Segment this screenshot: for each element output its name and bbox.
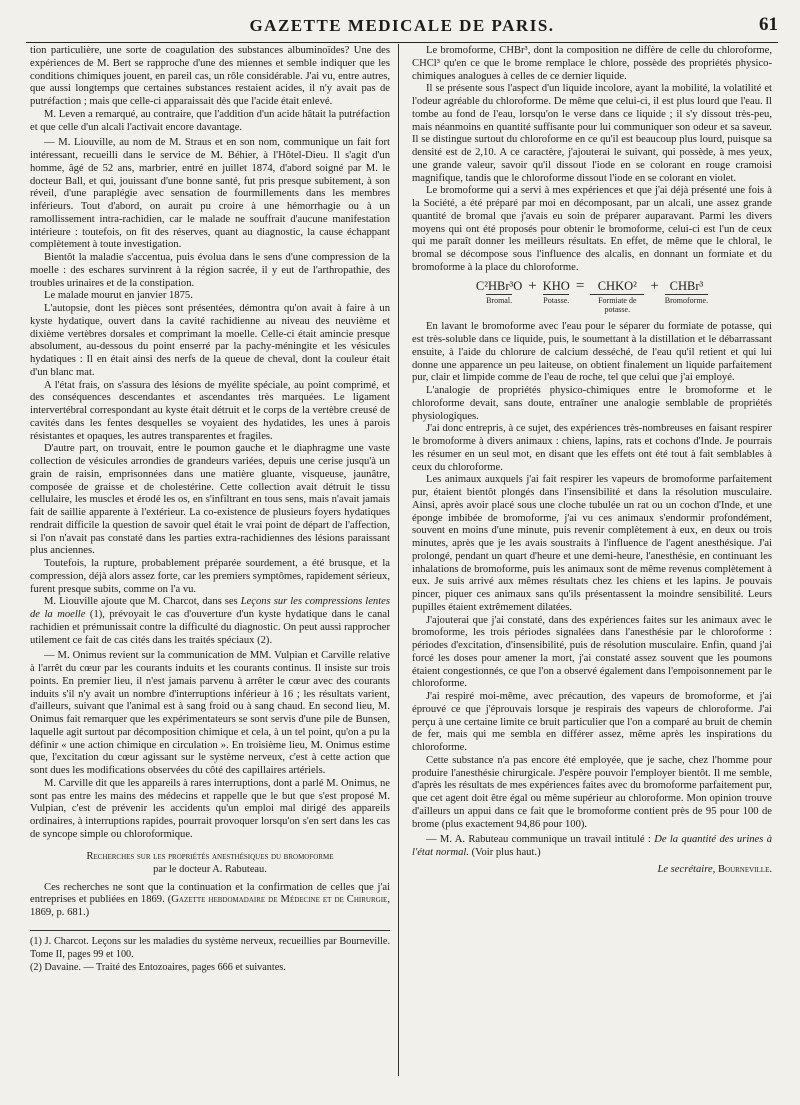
paragraph: L'analogie de propriétés physico-chimiques entre le bromoforme et le chloroforme devait, sans doute, entraîner une analogie semblable de propriétés physiologiques. (412, 385, 772, 422)
paragraph: Toutefois, la rupture, probablement préparée sourdement, a été brusque, et la compression, déjà alors assez forte, car les premiers symptômes, rapidement sérieux, furent presque subits, comme on l'a vu. (30, 558, 390, 595)
section-heading-author: par le docteur A. Rabuteau. (153, 863, 267, 875)
equation-term (543, 280, 570, 306)
paragraph: Les animaux auxquels j'ai fait respirer les vapeurs de bromoforme parfaitement pur, étaient bientôt plongés dans l'insensibilité et dans la résolution musculaire. Ainsi, après avoir placé sous une cloche tubulée un rat ou un cochon d'Inde, et une éponge imbibée de bromoforme, j'ai vu ces animaux s'endormir profondément, souvent en moins d'une minute, puis revenir complètement à eux, en deux ou trois minutes, après que je les avais soustraits à l'influence de l'agent anesthésique. J'ai prolongé, pendant un quart d'heure et une demi-heure, l'anesthésie, en continuant les inhalations de bromoforme, puis les animaux sont de même revenus complètement à eux. Je suis arrivé aux mêmes résultats chez les chiens et les lapins. Je pouvais pincer, piquer ces animaux sans qu'ils présentassent la moindre sensibilité. Leurs pupilles étaient extrêmement dilatées. (412, 474, 772, 613)
paragraph: Bientôt la maladie s'accentua, puis évolua dans le sens d'une compression de la moelle : des eschares survinrent à la région sacrée, il y eut de l'arthropathie, des troubles urinaires et de la constipation. (30, 252, 390, 289)
paragraph: L'autopsie, dont les pièces sont présentées, démontra qu'on avait à faire à un kyste hydatique, ouvert dans la cavité rachidienne au niveau des neuvième et dixième vertèbres dorsales et comprimant la moelle. Celle-ci était amincie presque absolument, au-dessous du point enserré par la pachy-méningite et les vésicules hydatiques : Il en était ainsi des nerfs de la queue de cheval, dont la couleur était d'un blanc mat. (30, 303, 390, 378)
formula-label: Bromal. (486, 296, 513, 306)
paragraph: En lavant le bromoforme avec l'eau pour le séparer du formiate de potasse, qui est très-soluble dans ce liquide, puis, le soumettant à la distillation et le débarrassant ensuite, à l'aide du chlorure de calcium desséché, de l'eau qu'il retient et qui lui donne une apparence un peu laiteuse, on obtient finalement un liquide parfaitement pur, clair et limpide comme de l'eau de roche, tel que celui que j'ai employé. (412, 321, 772, 384)
paragraph: Cette substance n'a pas encore été employée, que je sache, chez l'homme pour produire l'anesthésie chirurgicale. J'espère pouvoir l'employer bientôt. Il me semble, d'après les résultats de mes expériences faites avec du bromoforme parfaitement pur, que cet agent doit être égal ou même supérieur au chloroforme. Mon opinion trouve d'ailleurs un appui dans ce fait que le bromoforme contient près de 95 pour 100 de brome (plus exactement 94,86 pour 100). (412, 754, 772, 830)
formula-label: Bromoforme. (664, 296, 709, 306)
equation-term (665, 280, 708, 306)
footnote-rule (30, 930, 390, 931)
text: Ces recherches ne sont que la continuation et la confirmation de celles que j'ai entreprises et publiées en 1869. ( (30, 881, 390, 906)
work-title: De la quantité des urines à l'état normal. (412, 834, 772, 858)
page-number: 61 (759, 14, 778, 35)
footnote: (2) Davaine. — Traité des Entozoaires, pages 666 et suivantes. (30, 962, 286, 974)
paragraph: J'ai respiré moi-même, avec précaution, des vapeurs de bromoforme, et j'ai éprouvé ce que j'éprouvais lorsque je respirais des vapeurs de chloroforme. J'ai perçu à une certaine limite ce bruit particulier que l'on a comparé au bruit de chemin de fer, mais qui me sembla en différer assez, même après les inspirations du chloroforme. (412, 691, 772, 753)
text: (1), prévoyait le cas d'ouverture d'un kyste hydatique dans le canal rachidien et prémunissait contre la difficulté du diagnostic. On peut aussi rapprocher utilement ce fait de cas cités dans les traités spéciaux (2). (30, 609, 390, 646)
right-column (412, 45, 772, 877)
column-divider (398, 44, 399, 1076)
paragraph: Il se présente sous l'aspect d'un liquide incolore, ayant la mobilité, la volatilité et l'odeur agréable du chloroforme. De même que celui-ci, il est plus lourd que l'eau. Il tombe au fond de l'eau, lorsqu'on le verse dans ce liquide ; il s'y dissout très-peu, mais néanmoins en quantité suffisante pour lui communiquer son odeur et sa saveur. Il se distingue surtout du chloroforme en ce qu'il est beaucoup plus lourd, puisque sa densité est de 2,10. A ce caractère, j'ajouterai le suivant, qui possède, à mes yeux, une grande valeur, savoir qu'il dissout l'iode en se colorant en rouge cramoisi magnifique, tandis que le chloroforme dissout l'iode en se colorant en violet. (412, 83, 772, 184)
text: (Voir plus haut.) (469, 847, 541, 858)
paragraph (30, 596, 390, 647)
plus-sign: + (528, 277, 537, 294)
left-column (30, 45, 390, 976)
formula: CHKO² (597, 278, 637, 293)
paragraph: A l'état frais, on s'assura des lésions de myélite spéciale, au point comprimé, et des conséquences descendantes et ascendantes très marquées. Le ligament intervertébral correspondant au kyste était détruit et le corps de la vertèbre creusé de cavités dans les fentes desquelles se voyaient des hydatides, les unes à parois résistantes et opaques, les autres transparentes et fragiles. (30, 379, 390, 442)
paragraph (412, 834, 772, 860)
paragraph: Le bromoforme qui a servi à mes expériences et que j'ai déjà présenté une fois à la Société, a été préparé par moi en décomposant, par un alcali, une assez grande quantité de bromal que j'avais eu soin de préparer auparavant. Parmi les divers moyens qui ont été proposés pour obtenir le bromoforme, celui-ci est l'un de ceux qui me paraît donner les meilleurs résultats. En effet, de même que le chloral, le bromal se décompose sous l'influence des alcalis, en donnant un formiate et du bromoforme à la place du chloroforme. (412, 185, 772, 273)
text: — M. A. Rabuteau communique un travail intitulé : (426, 834, 655, 846)
equals-sign: = (575, 277, 585, 294)
signature-name: Bourneville. (717, 863, 772, 875)
footnote: (1) J. Charcot. Leçons sur les maladies du système nerveux, recueillies par Bourneville. Tome II, pages 99 et 100. (30, 935, 390, 960)
paragraph: Le bromoforme, CHBr³, dont la composition ne diffère de celle du chloroforme, CHCl³ qu'en ce que le brome remplace le chlore, possède des propriétés physico-chimiques analogues à celles de ce dernier liquide. (412, 45, 772, 82)
plus-sign: + (650, 277, 659, 294)
formula-label: Formiate de potasse. (590, 294, 644, 314)
text: , 1869, p. 681.) (30, 894, 390, 918)
signature-role: Le secrétaire, (657, 863, 716, 875)
formula-label: Potasse. (543, 296, 570, 306)
formula: CHBr³ (669, 278, 704, 293)
footnotes (30, 936, 390, 975)
book-title: Leçons sur les compressions lentes de la moelle (30, 596, 390, 620)
journal-title: GAZETTE MEDICALE DE PARIS. (249, 16, 555, 35)
paragraph: tion particulière, une sorte de coagulation des substances albuminoïdes? Une des expériences de M. Bert se rapproche d'une des miennes et semble indiquer que les conditions chimiques jouent, en pareil cas, un rôle considérable. J'ai vu, entre autres, que aussi longtemps que certaines substances restaient acides, il n'y avait pas de putréfaction ; mais que celle-ci apparaissait dès que l'acide était enlevé. (30, 45, 390, 107)
signature (412, 864, 772, 877)
paragraph: J'ai donc entrepris, à ce sujet, des expériences très-nombreuses en faisant respirer le bromoforme à divers animaux : chiens, lapins, rats et cochons d'Inde. Je pourrais les résumer en un seul mot, en disant que les effets ont été tout à fait semblables à ceux du chloroforme. (412, 423, 772, 473)
paragraph: J'ajouterai que j'ai constaté, dans des expériences faites sur les animaux avec le bromoforme, les trois périodes signalées dans l'anesthésie par le chloroforme : périodes d'excitation, d'insensibilité, puis de résolution musculaire. Enfin, quand j'ai forcé les doses pour amener la mort, j'ai constaté assez souvent que les poumons étaient congestionnés, ce que l'on a observé également dans l'empoisonnement par le chloroforme. (412, 614, 772, 690)
paragraph: — M. Liouville, au nom de M. Straus et en son nom, communique un fait fort intéressant, recueilli dans le service de M. Béhier, à l'Hôtel-Dieu. Il s'agit d'un homme, âgé de 52 ans, marbrier, entré en juillet 1874, d'abord soigné par M. le docteur Ball, et qui, jouissant d'une bonne santé, fut pris presque subitement, à son réveil, d'une paraplégie avec sensation de fourmillements dans les membres inférieurs. Tout d'abord, on aurait pu croire à une hémorrhagie ou à un ramollissement intra-rachidien, car le malade ne souffrait d'aucune manifestation intérieure : toutefois, on fit des réserves, quant au diagnostic, la cause échappant complètement à toute investigation. (30, 137, 390, 251)
page-header (26, 14, 778, 43)
journal-citation: Gazette hebdomadaire de Médecine et de Chirurgie (171, 894, 388, 906)
section-heading (30, 850, 390, 876)
chemical-equation (412, 277, 772, 315)
formula: C²HBr³O (475, 278, 523, 293)
section-heading-title: Recherches sur les propriétés anesthésiques du bromoforme (86, 850, 334, 862)
paragraph: M. Leven a remarqué, au contraire, que l'addition d'un acide hâtait la putréfaction et que celle d'un alcali l'activait encore davantage. (30, 108, 390, 133)
equation-term (590, 280, 644, 315)
paragraph: D'autre part, on trouvait, entre le poumon gauche et le diaphragme une vaste collection de vésicules arrondies de grandeurs variées, depuis une cerise jusqu'à un grain de raisin, emprisonnées dans une matière gluante, visqueuse, jaunâtre, composée de graisse et de cholestérine. Cette collection avait détruit le tissu cellulaire, les muscles et érodé les os, en s'infiltrant en tous sens, mais n'avait jamais fait de saillie apparente à l'extérieur. La co-existence de plusieurs foyers hydatiques rendrait difficile la question de savoir quel était le vrai point de départ de l'affection, si l'on n'avait pas constaté dans les parties extra-rachidiennes des lésions paraissant plus anciennes. (30, 443, 390, 557)
formula: KHO (542, 278, 570, 293)
paragraph: — M. Onimus revient sur la communication de MM. Vulpian et Carville relative à l'arrêt du cœur par les courants induits et les courants continus. Il insiste sur trois points. En premier lieu, il n'est jamais parvenu à arrêter le cœur avec des courants induits s'il n'y avait un nombre d'interruptions inférieur à 16 ; les résultats varient, d'ailleurs, suivant que l'animal est à sang froid ou à sang chaud. En second lieu, M. Onimus fait remarquer que les expérimentateurs se sont servis d'une pile de Bunsen, laquelle agit surtout par décomposition chimique et cela, à un tel point, qu'on a pu la définir « une action chimique en circulation ». En troisième lieu, M. Onimus estime que, l'excitation du cœur agissant sur le système nerveux, c'est à cette action que sont dues les modifications observées du côté des capillaires artériels. (30, 650, 390, 776)
paragraph: M. Carville dit que les appareils à rares interruptions, dont a parlé M. Onimus, ne sont pas entre les mains des médecins et rappelle que le but que s'est proposé M. Vulpian, c'est de prévenir les accidents qu'un emploi mal dirigé des appareils ordinaires, à interruptions rapides, pourrait provoquer lorsqu'on s'en sert dans les cas de syncope simple ou chloroformique. (30, 777, 390, 840)
paragraph: Le malade mourut en janvier 1875. (44, 290, 193, 302)
paragraph (30, 882, 390, 920)
equation-term (476, 280, 522, 306)
text: M. Liouville ajoute que M. Charcot, dans ses (44, 596, 241, 608)
